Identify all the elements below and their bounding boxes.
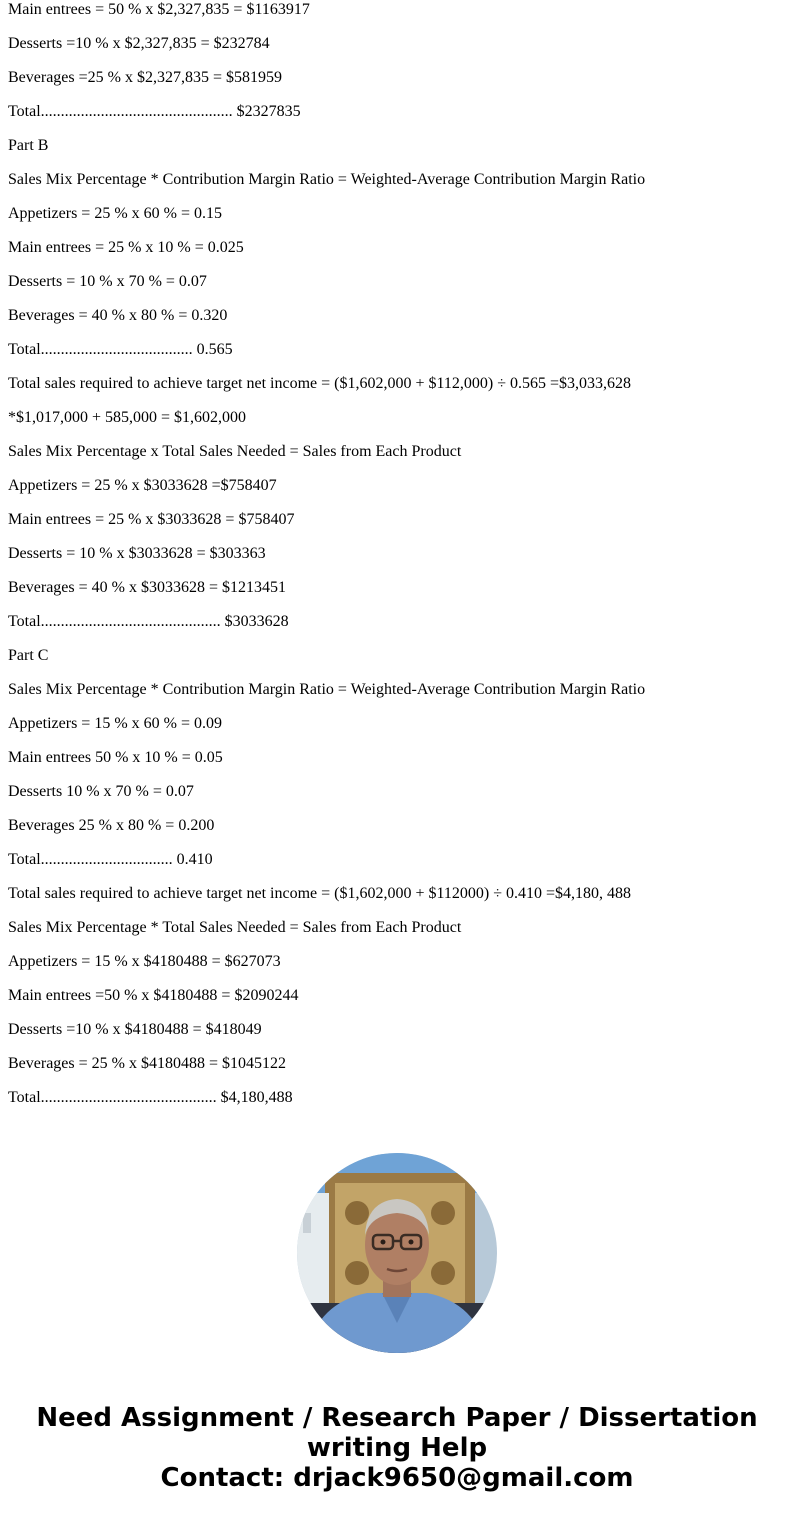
text-line: Main entrees = 25 % x $3033628 = $758407 [8, 511, 295, 528]
text-line: Beverages =25 % x $2,327,835 = $581959 [8, 69, 283, 86]
text-line: Appetizers = 25 % x 60 % = 0.15 [8, 205, 223, 222]
text-line: Sales Mix Percentage * Contribution Margin Ratio = Weighted-Average Contribution Margin Ratio [8, 681, 646, 698]
text-line: *$1,017,000 + 585,000 = $1,602,000 [8, 409, 247, 426]
text-line: Desserts =10 % x $4180488 = $418049 [8, 1021, 262, 1038]
text-line: Beverages 25 % x 80 % = 0.200 [8, 817, 215, 834]
text-line: Sales Mix Percentage * Total Sales Needed = Sales from Each Product [8, 919, 462, 936]
text-line: Main entrees 50 % x 10 % = 0.05 [8, 749, 223, 766]
text-line: Beverages = 25 % x $4180488 = $1045122 [8, 1055, 287, 1072]
text-line: Total...................................... 0.565 [8, 341, 233, 358]
text-line: Beverages = 40 % x $3033628 = $1213451 [8, 579, 287, 596]
text-line: Appetizers = 25 % x $3033628 =$758407 [8, 477, 277, 494]
text-line: Sales Mix Percentage x Total Sales Needed = Sales from Each Product [8, 443, 462, 460]
text-line: Desserts = 10 % x 70 % = 0.07 [8, 273, 207, 290]
contact-banner [0, 1403, 794, 1493]
text-line: Total................................................ $2327835 [8, 103, 301, 120]
solution-text [8, 0, 788, 1122]
text-line: Appetizers = 15 % x $4180488 = $627073 [8, 953, 281, 970]
author-photo-icon [297, 1153, 497, 1353]
text-line: Total sales required to achieve target net income = ($1,602,000 + $112000) ÷ 0.410 =$4,180, 488 [8, 885, 632, 902]
text-line: Main entrees = 50 % x $2,327,835 = $1163917 [8, 1, 310, 18]
section-heading-part-b: Part B [8, 137, 49, 154]
text-line: Total................................. 0.410 [8, 851, 213, 868]
author-avatar [297, 1153, 497, 1353]
text-line: Sales Mix Percentage * Contribution Margin Ratio = Weighted-Average Contribution Margin Ratio [8, 171, 646, 188]
text-line: Total............................................. $3033628 [8, 613, 289, 630]
text-line: Appetizers = 15 % x 60 % = 0.09 [8, 715, 223, 732]
footer-contact-line: Contact: drjack9650@gmail.com [160, 1463, 634, 1493]
text-line: Beverages = 40 % x 80 % = 0.320 [8, 307, 228, 324]
text-line: Total............................................ $4,180,488 [8, 1089, 293, 1106]
footer-line-1: Need Assignment / Research Paper / Dissertation [36, 1403, 758, 1433]
text-line: Main entrees = 25 % x 10 % = 0.025 [8, 239, 244, 256]
text-line: Desserts =10 % x $2,327,835 = $232784 [8, 35, 270, 52]
text-line: Desserts 10 % x 70 % = 0.07 [8, 783, 194, 800]
text-line: Main entrees =50 % x $4180488 = $2090244 [8, 987, 299, 1004]
section-heading-part-c: Part C [8, 647, 49, 664]
footer-line-2: writing Help [306, 1433, 488, 1463]
text-line: Total sales required to achieve target net income = ($1,602,000 + $112,000) ÷ 0.565 =$3,033,628 [8, 375, 632, 392]
text-line: Desserts = 10 % x $3033628 = $303363 [8, 545, 266, 562]
